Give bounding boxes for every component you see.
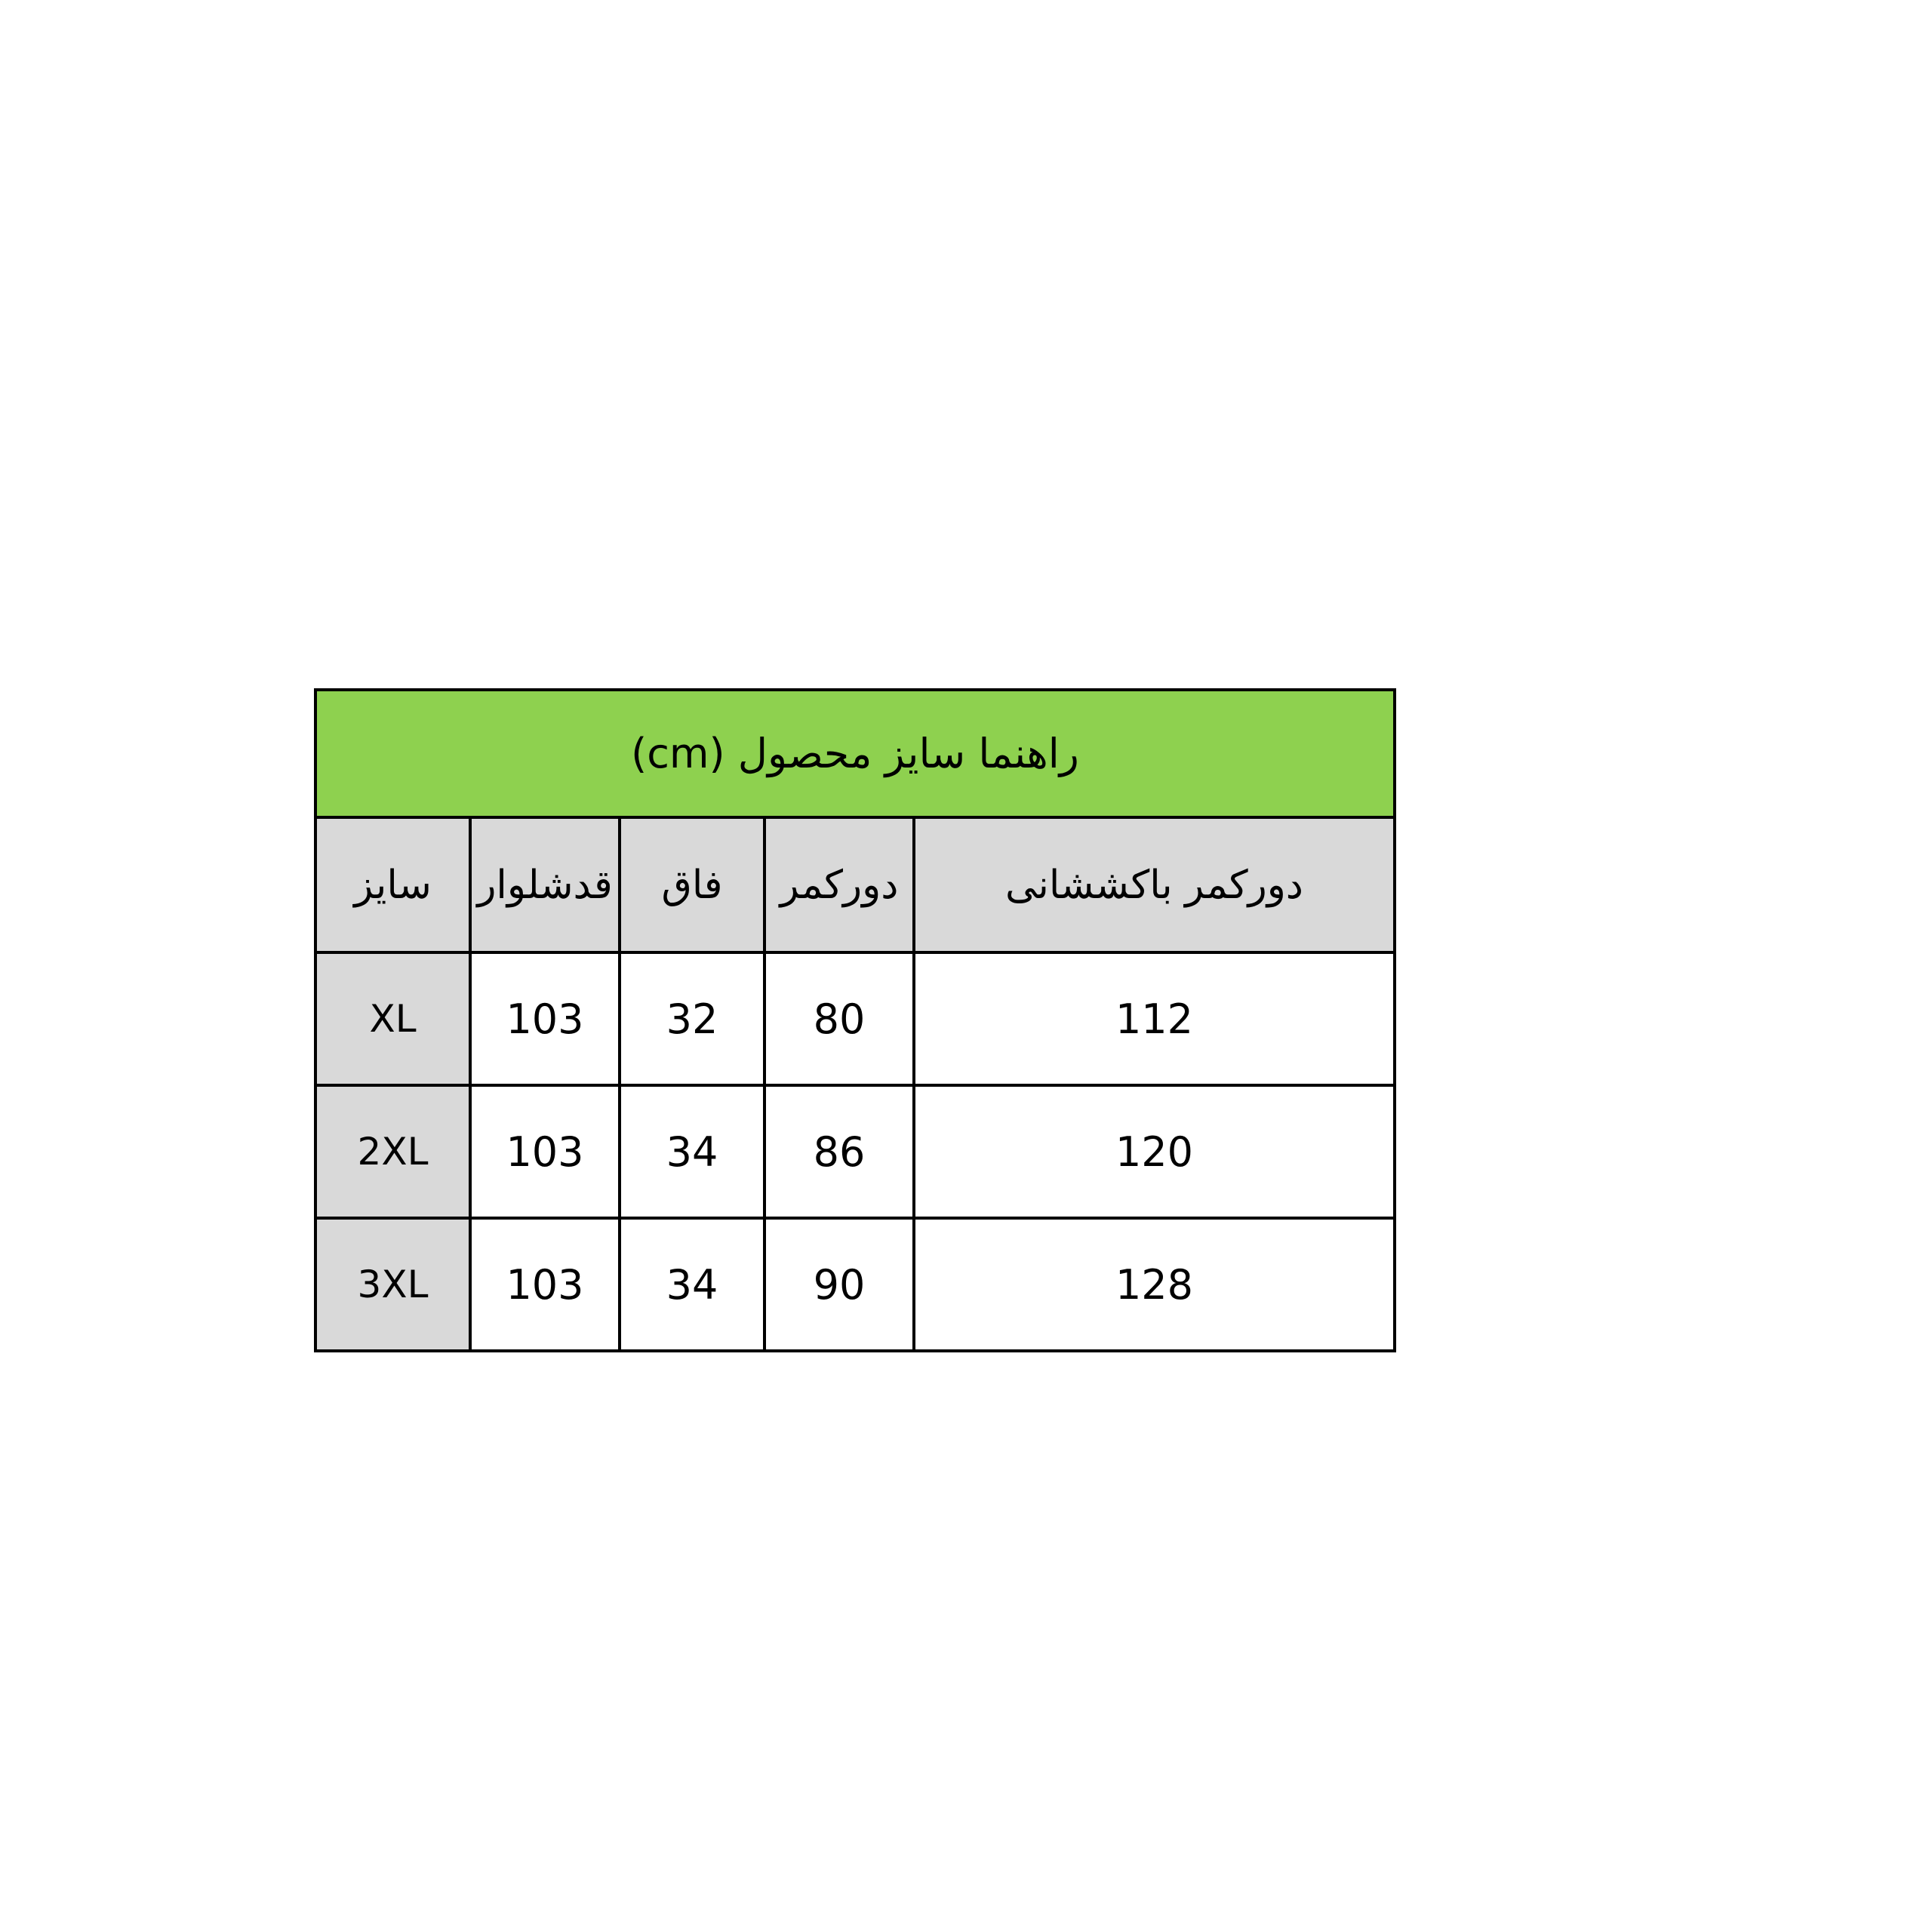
cell-rise-3xl: 34	[620, 1218, 764, 1351]
table-row	[315, 952, 1395, 1085]
cell-waist-elastic-2xl: 120	[914, 1085, 1395, 1218]
column-header-waist: دورکمر	[764, 817, 914, 952]
column-header-waist-elastic: دورکمر باکششانی	[914, 817, 1395, 952]
cell-pant-length-xl: 103	[470, 952, 620, 1085]
size-guide-table	[314, 688, 1396, 1352]
cell-waist-elastic-3xl: 128	[914, 1218, 1395, 1351]
table-title-row	[315, 690, 1395, 817]
cell-rise-xl: 32	[620, 952, 764, 1085]
table-header-row	[315, 817, 1395, 952]
cell-size-2xl: 2XL	[315, 1085, 470, 1218]
column-header-size: سایز	[315, 817, 470, 952]
cell-size-3xl: 3XL	[315, 1218, 470, 1351]
cell-rise-2xl: 34	[620, 1085, 764, 1218]
cell-waist-xl: 80	[764, 952, 914, 1085]
column-header-rise: فاق	[620, 817, 764, 952]
cell-waist-2xl: 86	[764, 1085, 914, 1218]
cell-pant-length-2xl: 103	[470, 1085, 620, 1218]
table-row	[315, 1085, 1395, 1218]
cell-waist-elastic-xl: 112	[914, 952, 1395, 1085]
table-title: راهنما سایز محصول (cm)	[315, 690, 1395, 817]
column-header-pant-length: قدشلوار	[470, 817, 620, 952]
cell-pant-length-3xl: 103	[470, 1218, 620, 1351]
table-row	[315, 1218, 1395, 1351]
cell-waist-3xl: 90	[764, 1218, 914, 1351]
cell-size-xl: XL	[315, 952, 470, 1085]
size-guide-table-container	[317, 688, 1396, 1352]
